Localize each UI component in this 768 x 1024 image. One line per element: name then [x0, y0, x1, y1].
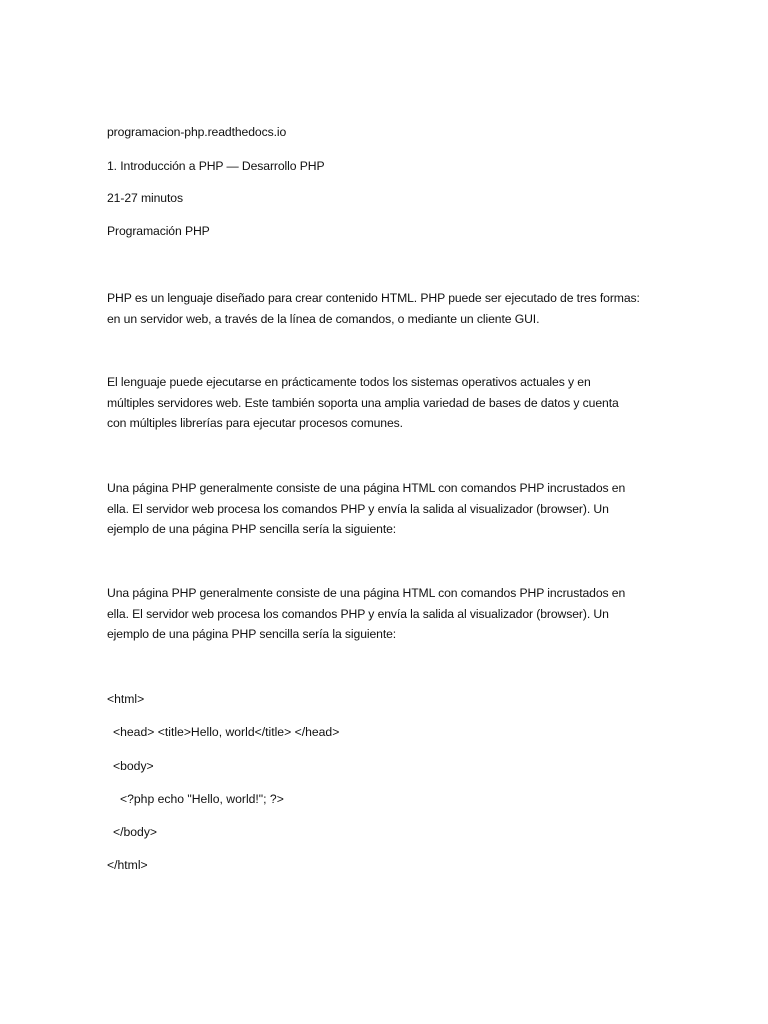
paragraph-platforms: [107, 372, 619, 434]
paragraph-intro: [107, 288, 640, 329]
code-line: </body>: [113, 825, 158, 839]
code-line: <html>: [107, 692, 145, 706]
code-line: <?php echo "Hello, world!"; ?>: [120, 792, 284, 806]
paragraph-php-page: [107, 478, 625, 540]
code-line: <body>: [113, 759, 154, 773]
section-heading: Programación PHP: [107, 224, 210, 238]
paragraph-line: en un servidor web, a través de la línea de comandos, o mediante un cliente GUI.: [107, 311, 540, 326]
paragraph-line: ella. El servidor web procesa los comandos PHP y envía la salida al visualizador (browser). Un: [107, 606, 609, 621]
paragraph-line: Una página PHP generalmente consiste de una página HTML con comandos PHP incrustados en: [107, 586, 626, 600]
paragraph-line: múltiples servidores web. Este también soporta una amplia variedad de bases de datos y cuenta: [107, 395, 619, 410]
code-line: </html>: [107, 858, 148, 872]
paragraph-line: Una página PHP generalmente consiste de una página HTML con comandos PHP incrustados en: [107, 481, 626, 495]
paragraph-line: PHP es un lenguaje diseñado para crear contenido HTML. PHP puede ser ejecutado de tres formas:: [107, 291, 640, 305]
code-line: <head> <title>Hello, world</title> </head>: [113, 725, 340, 739]
paragraph-line: ejemplo de una página PHP sencilla sería la siguiente:: [107, 522, 397, 536]
paragraph-line: El lenguaje puede ejecutarse en prácticamente todos los sistemas operativos actuales y en: [107, 375, 591, 389]
source-domain: programacion-php.readthedocs.io: [107, 125, 287, 139]
reading-time: 21-27 minutos: [107, 191, 183, 205]
paragraph-line: ella. El servidor web procesa los comandos PHP y envía la salida al visualizador (browser). Un: [107, 501, 609, 516]
paragraph-php-page-repeat: [107, 583, 625, 645]
article-title: 1. Introducción a PHP — Desarrollo PHP: [107, 159, 325, 173]
paragraph-line: ejemplo de una página PHP sencilla sería la siguiente:: [107, 627, 397, 641]
paragraph-line: con múltiples librerías para ejecutar procesos comunes.: [107, 416, 403, 430]
